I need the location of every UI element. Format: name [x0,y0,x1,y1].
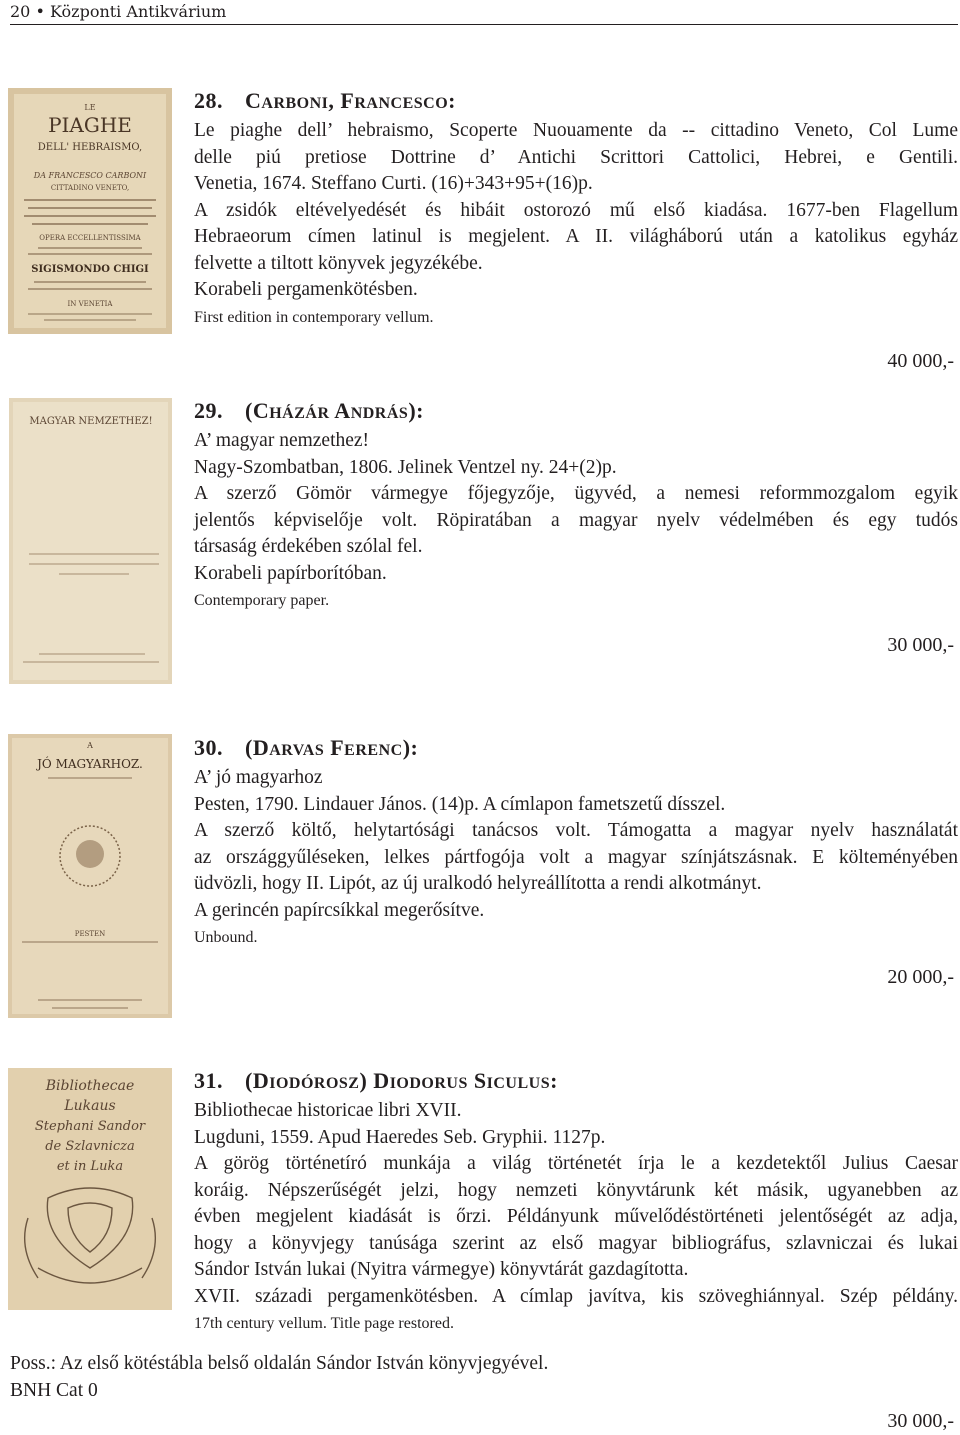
entry-line: hogy a könyvjegy tanúsága szerint az első magyar bibliográfus, szlavniczai és lukai [194,1232,958,1254]
author-part: A [329,398,351,423]
bibliography-reference: BNH Cat 0 [10,1380,98,1401]
author-part: NDRÁS [350,405,409,422]
title-page-image-30 [8,734,172,1018]
author-part: RANCESCO [354,95,449,112]
image-text: A [87,741,93,750]
price: 40 000,- [887,350,954,372]
entry-line: Korabeli papírborítóban. [194,562,387,584]
entry-line: Hebraeorum címen latinul is megjelent. A II. világháború után a katolikus egyház [194,226,958,247]
image-text: DELL' HEBRAISMO, [37,142,143,153]
entry-line: Le piaghe dell’ hebraismo, Scoperte Nuouamente da -- cittadino Veneto, Col Lume [194,120,958,141]
image-text: PIAGHE [48,113,132,137]
entry-english-note: Contemporary paper. [194,592,330,609]
author-part: C [245,88,262,113]
author-part: ) D [359,1068,390,1093]
image-text: Bibliothecae [45,1078,135,1094]
image-text: JÓ MAGYARHOZ. [37,757,143,771]
bookplate-image-31 [8,1068,172,1310]
catalog-entry-31 [194,1068,958,1338]
entry-line: A szerző Gömör vármegye főjegyzője, ügyvéd, a nemesi reformmozgalom egyik [194,483,958,504]
image-text: MAGYAR NEMZETHEZ! [29,416,153,427]
running-header [10,2,226,21]
author-part: ERENC [344,742,403,759]
price: 20 000,- [887,966,954,988]
entry-line: társaság érdekében szólal fel. [194,536,423,557]
entry-line: Pesten, 1790. Lindauer János. (14)p. A címlapon fametszetű dísszel. [194,793,726,815]
author-part: ): [402,735,419,760]
header-rule [10,24,958,25]
entry-line: jelentős képviselője volt. Röpiratában a magyar nyelv védelmében és egy tudós [194,509,958,531]
author-part: IODORUS [389,1075,468,1092]
image-text: Lukaus [64,1098,116,1114]
provenance-note: Poss.: Az első kötéstábla belső oldalán Sándor István könyvjegyével. [10,1353,549,1374]
entry-line: A’ magyar nemzethez! [194,430,370,451]
author-part: F [324,735,345,760]
entry-heading [194,735,958,761]
title-page-image-28 [8,88,172,334]
entry-number: 29. [194,398,223,423]
catalog-entry-30 [194,735,958,952]
entry-english-note: First edition in contemporary vellum. [194,308,434,326]
entry-line: Lugduni, 1559. Apud Haeredes Seb. Gryphii. 1127p. [194,1126,606,1148]
entry-number: 31. [194,1068,223,1093]
entry-line: A gerincén papírcsíkkal megerősítve. [194,899,485,921]
entry-line: A görög történetíró munkája a világ történetét írja le a kezdetektől Julius Caesar [194,1153,958,1174]
entry-line: delle piú pretiose Dottrine d’ Antichi Scrittori Cattolici, Hebrei, e Gentili. [194,146,958,168]
author-part: (D [245,735,270,760]
image-text: de Szlavnicza [45,1139,135,1154]
entry-line: A szerző költő, helytartósági tanácsos volt. Támogatta a magyar nyelv használatát [194,820,958,841]
entry-line: Korabeli pergamenkötésben. [194,279,418,300]
image-text: LE [84,103,96,112]
author-part: IODÓROSZ [269,1075,360,1092]
catalog-entry-29 [194,398,958,615]
author-part: HÁZÁR [269,405,330,422]
image-text: DA FRANCESCO CARBONI [33,171,147,180]
image-text: IN VENETIA [67,300,113,308]
entry-line: évben megjelent kiadását is őrzi. Példányunk művelődéstörténeti jelentőségét az adja, [194,1206,958,1227]
entry-heading [194,398,958,424]
author-part: S [467,1068,487,1093]
author-part: (C [245,398,270,423]
author-part: : [550,1068,558,1093]
entry-english-note: Unbound. [194,929,258,946]
image-text: OPERA ECCELLENTISSIMA [39,234,141,242]
title-page-image-29 [9,398,172,684]
header-bullet: • [35,2,45,21]
entry-number: 30. [194,735,223,760]
entry-line: az országgyűléseken, lelkes pártfogója volt a magyar színjátszásnak. E költeményében [194,846,958,868]
entry-line: koráig. Népszerűségét jelzi, hogy nemzeti könyvtárunk két másik, ugyanebben az [194,1179,958,1201]
entry-line: XVII. századi pergamenkötésben. A címlap javítva, kis szöveghiánnyal. Szép példány. [194,1285,958,1307]
image-text: SIGISMONDO CHIGI [31,264,149,275]
author-part: (D [245,1068,270,1093]
image-text: Stephani Sandor [34,1119,146,1134]
entry-english-note: 17th century vellum. Title page restored. [194,1315,454,1332]
entry-line: Sándor István lukai (Nyitra vármegye) könyvtárát gazdagította. [194,1259,689,1280]
author-part: ARBONI [261,95,329,112]
image-text: et in Luka [56,1159,124,1174]
price: 30 000,- [887,1410,954,1432]
entry-line: A’ jó magyarhoz [194,767,323,788]
entry-line: üdvözli, hogy II. Lipót, az új uralkodó helyreállította a rendi alkotmányt. [194,873,762,894]
entry-line: Venetia, 1674. Steffano Curti. (16)+343+95+(16)p. [194,173,593,194]
author-part: : [448,88,456,113]
entry-line: A zsidók eltévelyedését és hibáit ostorozó mű első kiadása. 1677-ben Flagellum [194,199,958,221]
catalog-entry-28 [194,88,958,332]
author-part: ICULUS [486,1075,551,1092]
entry-heading [194,1068,958,1094]
image-text: CITTADINO VENETO, [50,184,130,192]
author-part: ARVAS [269,742,325,759]
header-title: Központi Antikvárium [49,2,227,21]
entry-line: Bibliothecae historicae libri XVII. [194,1100,462,1121]
author-part: , F [328,88,355,113]
page-number: 20 [10,2,31,21]
image-text: PESTEN [74,930,106,938]
author-part: ): [408,398,424,423]
entry-number: 28. [194,88,223,113]
entry-line: Nagy-Szombatban, 1806. Jelinek Ventzel ny. 24+(2)p. [194,456,617,478]
entry-line: felvette a tiltott könyvek jegyzékébe. [194,252,483,274]
entry-heading [194,88,958,114]
price: 30 000,- [887,634,954,656]
